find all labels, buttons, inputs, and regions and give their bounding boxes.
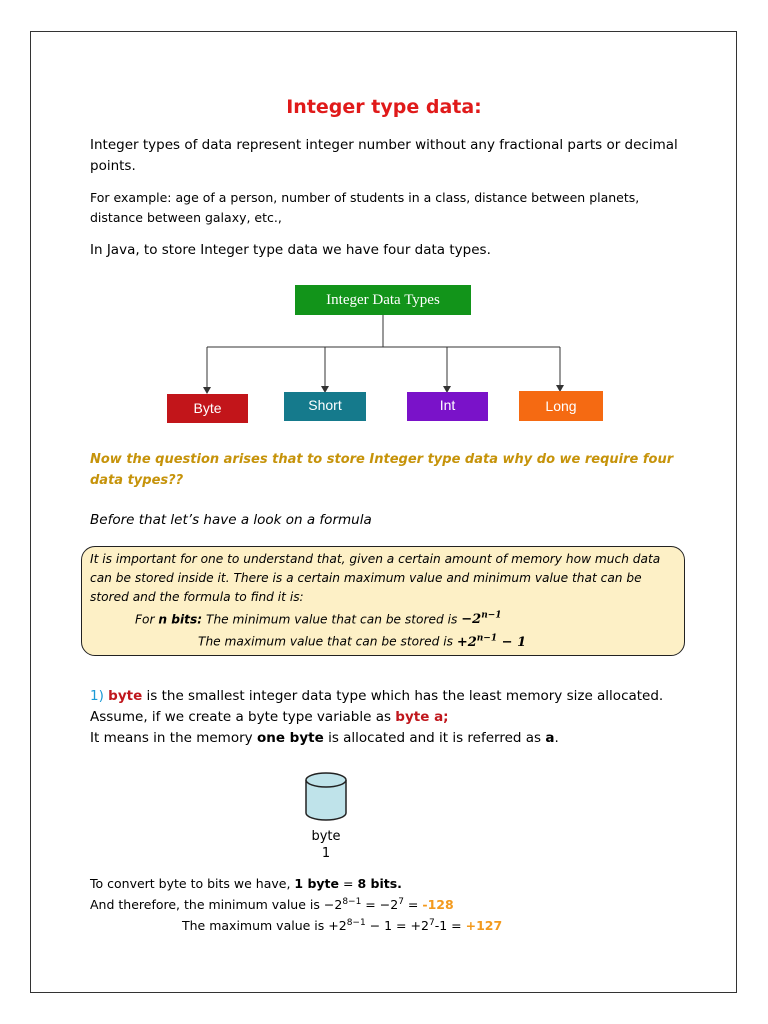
min-pow: $-2^7$ <box>379 897 404 913</box>
min-result: -128 <box>422 897 454 913</box>
diagram-connectors <box>0 0 768 420</box>
min-formula: $-2^{n-1}$ <box>461 611 502 628</box>
var-a: a <box>545 730 555 746</box>
one-byte-bold: one byte <box>256 730 324 746</box>
byte-keyword: byte <box>108 688 143 704</box>
byte-number: 1) <box>90 688 104 704</box>
min-eq-2: = <box>407 897 419 913</box>
max-pow: $+2^7-1$ = <box>410 918 462 934</box>
min-eq: = <box>365 897 376 913</box>
byte-line-3-pre: It means in the memory <box>90 730 253 746</box>
conversion-section <box>90 874 690 935</box>
before-formula-text: Before that let’s have a look on a formula <box>90 512 372 528</box>
byte-line-3-end: . <box>554 730 559 746</box>
max-formula: $+2^{n-1} - 1$ <box>456 633 527 650</box>
question-paragraph: Now the question arises that to store Integer type data why do we require four data types?? <box>90 452 674 488</box>
cylinder-label <box>296 828 356 862</box>
formula-max-line <box>198 629 680 651</box>
formula-box-text <box>90 550 680 652</box>
byte-line-3 <box>90 728 690 749</box>
byte-line-2 <box>90 707 690 728</box>
cylinder-count: 1 <box>321 846 331 861</box>
convert-text: To convert byte to bits we have, <box>90 876 291 891</box>
one-byte-label: 1 byte <box>294 876 340 891</box>
page-title: Integer type data: <box>286 96 482 118</box>
memory-cylinder-icon <box>300 770 352 825</box>
min-value-text: And therefore, the minimum value is <box>90 897 320 913</box>
max-text: The maximum value that can be stored is <box>198 634 453 649</box>
max-value-text: The maximum value is <box>182 918 325 934</box>
formula-description: It is important for one to understand that, given a certain amount of memory how much data can be stored inside it. There is a certain maximum value and minimum value that can be stored and the formula to find it is: <box>90 552 661 604</box>
diagram-node-int: Int <box>407 392 488 421</box>
diagram-node-long: Long <box>519 391 603 421</box>
byte-line-1-text: is the smallest integer data type which has the least memory size allocated. <box>146 688 664 704</box>
min-expr: $-2^{8-1}$ <box>323 897 362 913</box>
conversion-line-3 <box>182 914 690 935</box>
eight-bits-label: 8 bits. <box>357 876 402 891</box>
byte-line-1 <box>90 686 690 707</box>
byte-line-3-mid: is allocated and it is referred as <box>328 730 542 746</box>
diagram-node-byte: Byte <box>167 394 248 423</box>
min-text: The minimum value that can be stored is <box>206 612 458 627</box>
java-paragraph: In Java, to store Integer type data we have four data types. <box>90 242 491 258</box>
formula-min-line <box>135 607 680 629</box>
diagram-root-node: Integer Data Types <box>295 285 471 315</box>
diagram-node-short: Short <box>284 392 366 421</box>
max-expr: $+2^{8-1} - 1$ = <box>328 918 407 934</box>
byte-line-2-text: Assume, if we create a byte type variable as <box>90 709 391 725</box>
byte-section <box>90 686 690 749</box>
conversion-line-1 <box>90 874 690 893</box>
example-paragraph: For example: age of a person, number of students in a class, distance between planets, distance between galaxy, etc., <box>90 190 640 225</box>
intro-paragraph: Integer types of data represent integer number without any fractional parts or decimal points. <box>90 137 678 174</box>
equals-sign: = <box>343 876 354 891</box>
byte-code: byte a; <box>395 709 449 725</box>
for-label: For <box>135 612 155 627</box>
conversion-line-2 <box>90 893 690 914</box>
cylinder-label-text: byte <box>311 829 341 844</box>
n-bits-label: n bits: <box>158 612 203 627</box>
max-result: +127 <box>465 918 503 934</box>
